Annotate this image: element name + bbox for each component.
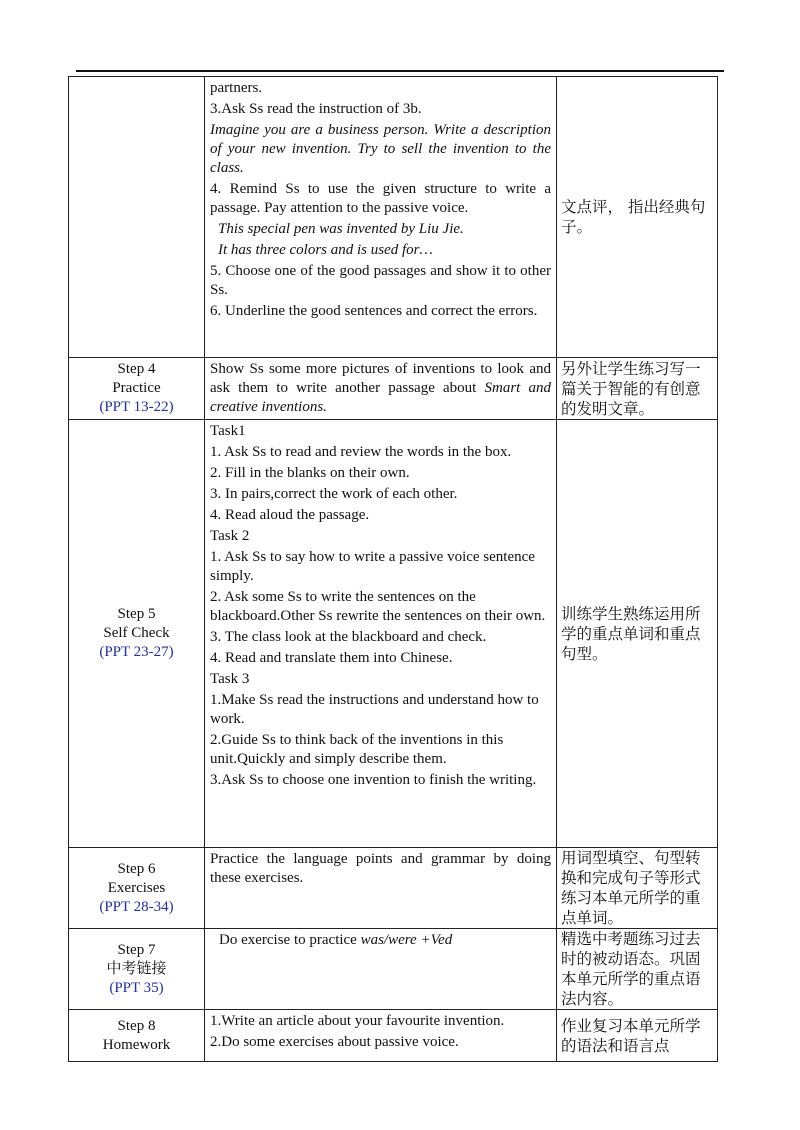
activity-cell bbox=[205, 420, 557, 848]
table-row bbox=[69, 929, 718, 1010]
activity-line: 1.Write an article about your favourite invention. bbox=[210, 1013, 505, 1029]
activity-cell bbox=[205, 77, 557, 358]
step-cell bbox=[69, 358, 205, 420]
activity-line: 4. Read aloud the passage. bbox=[210, 507, 370, 523]
table-row bbox=[69, 1010, 718, 1062]
activity-cell bbox=[205, 848, 557, 929]
activity-line: Task 2 bbox=[210, 528, 250, 544]
step-name: Self Check bbox=[103, 625, 170, 641]
activity-line: 4. Read and translate them into Chinese. bbox=[210, 650, 453, 666]
ppt-ref: (PPT 13-22) bbox=[99, 399, 174, 415]
step-number: Step 5 bbox=[117, 606, 156, 622]
activity-line: partners. bbox=[210, 80, 263, 96]
activity-line: 1. Ask Ss to say how to write a passive voice sentence simply. bbox=[210, 549, 535, 584]
step-number: Step 4 bbox=[117, 361, 156, 377]
step-name: 中考链接 bbox=[106, 960, 167, 977]
activity-line: was/were +Ved bbox=[360, 932, 453, 948]
activity-line: Imagine you are a business person. Write a description of your new invention. Try to sell the invention to the class. bbox=[210, 122, 551, 176]
activity-line: 2. Ask some Ss to write the sentences on the blackboard.Other Ss rewrite the sentences on their own. bbox=[210, 589, 546, 624]
activity-line: Show Ss some more pictures of inventions to look and ask them to write another passage about bbox=[210, 361, 551, 396]
step-number: Step 6 bbox=[117, 860, 156, 877]
activity-cell bbox=[205, 1010, 557, 1062]
table-row bbox=[69, 848, 718, 929]
step-cell bbox=[69, 420, 205, 848]
activity-line: Smart and creative inventions. bbox=[210, 380, 551, 415]
intent-cell: 训练学生熟练运用所学的重点单词和重点句型。 bbox=[557, 420, 718, 848]
activity-line: 3.Ask Ss to choose one invention to finish the writing. bbox=[210, 772, 537, 788]
intent-cell: 另外让学生练习写一篇关于智能的有创意的发明文章。 bbox=[557, 358, 718, 420]
activity-cell bbox=[205, 929, 557, 1010]
step-number: Step 7 bbox=[117, 941, 156, 958]
step-cell bbox=[69, 848, 205, 929]
intent-cell: 精选中考题练习过去时的被动语态。巩固本单元所学的重点语法内容。 bbox=[557, 929, 718, 1010]
activity-line: Practice the language points and grammar by doing these exercises. bbox=[210, 851, 551, 886]
activity-line: It has three colors and is used for… bbox=[218, 242, 433, 258]
ppt-ref: (PPT 35) bbox=[109, 979, 164, 996]
table-row bbox=[69, 358, 718, 420]
table-row bbox=[69, 77, 718, 358]
activity-line: 1.Make Ss read the instructions and understand how to work. bbox=[210, 692, 539, 727]
ppt-ref: (PPT 23-27) bbox=[99, 644, 174, 660]
step-cell bbox=[69, 1010, 205, 1062]
activity-line: This special pen was invented by Liu Jie. bbox=[218, 221, 464, 237]
activity-line: 3. The class look at the blackboard and check. bbox=[210, 629, 487, 645]
step-name: Homework bbox=[102, 1036, 171, 1053]
step-name: Exercises bbox=[107, 879, 166, 896]
activity-line: 3. In pairs,correct the work of each other. bbox=[210, 486, 458, 502]
step-cell bbox=[69, 929, 205, 1010]
header-rule bbox=[76, 70, 724, 72]
activity-line: 2.Do some exercises about passive voice. bbox=[210, 1034, 459, 1050]
activity-line: 2.Guide Ss to think back of the inventions in this unit.Quickly and simply describe them. bbox=[210, 732, 504, 767]
intent-cell: 用词型填空、句型转换和完成句子等形式练习本单元所学的重点单词。 bbox=[557, 848, 718, 929]
activity-line: Task 3 bbox=[210, 671, 250, 687]
step-cell bbox=[69, 77, 205, 358]
intent-cell: 作业复习本单元所学的语法和语言点 bbox=[557, 1010, 718, 1062]
lesson-plan-table bbox=[68, 76, 718, 1062]
ppt-ref: (PPT 28-34) bbox=[99, 898, 174, 915]
table-row bbox=[69, 420, 718, 848]
activity-line: Task1 bbox=[210, 423, 246, 439]
activity-line: 6. Underline the good sentences and correct the errors. bbox=[210, 303, 538, 319]
activity-line: 2. Fill in the blanks on their own. bbox=[210, 465, 410, 481]
activity-line: 3.Ask Ss read the instruction of 3b. bbox=[210, 101, 422, 117]
step-number: Step 8 bbox=[117, 1017, 156, 1034]
activity-cell bbox=[205, 358, 557, 420]
activity-line: 4. Remind Ss to use the given structure to write a passage. Pay attention to the passive voice. bbox=[210, 181, 551, 216]
step-name: Practice bbox=[112, 380, 161, 396]
activity-line: Do exercise to practice bbox=[219, 932, 357, 948]
intent-cell: 文点评， 指出经典句子。 bbox=[557, 77, 718, 358]
activity-line: 5. Choose one of the good passages and show it to other Ss. bbox=[210, 263, 551, 298]
activity-line: 1. Ask Ss to read and review the words in the box. bbox=[210, 444, 512, 460]
